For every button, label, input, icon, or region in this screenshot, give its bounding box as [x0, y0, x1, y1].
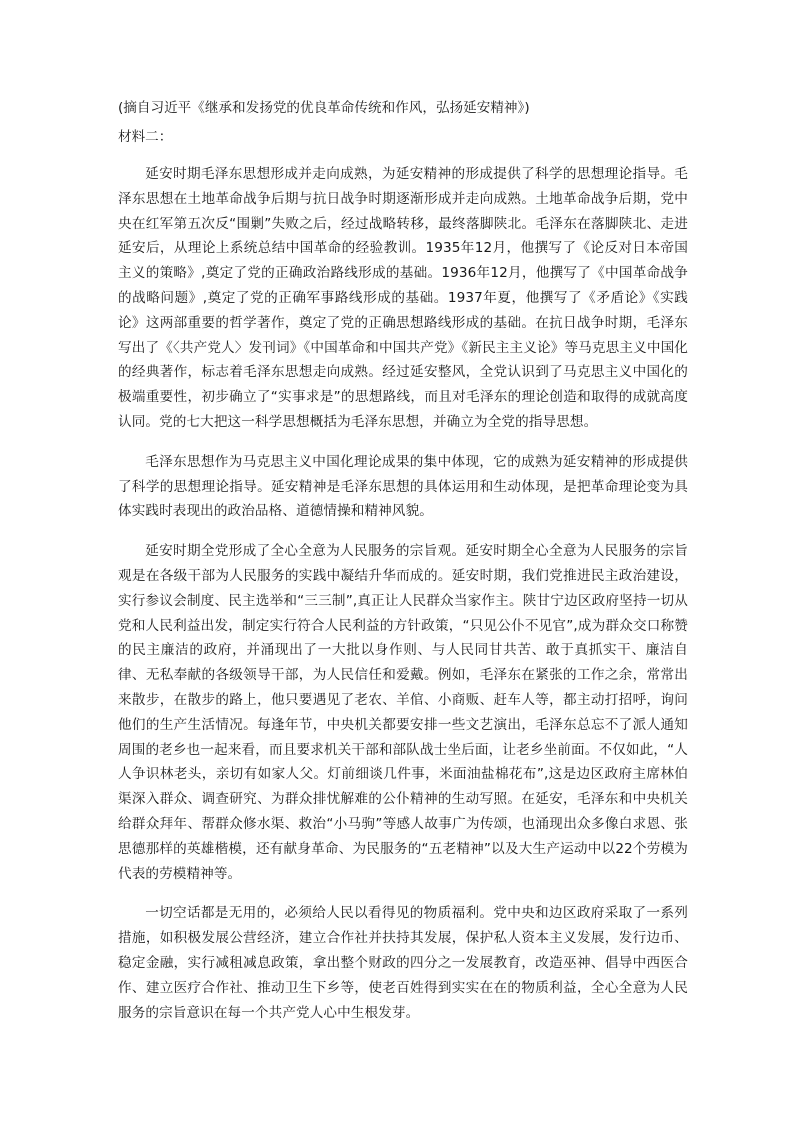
- paragraph: 延安时期全党形成了全心全意为人民服务的宗旨观。延安时期全心全意为人民服务的宗旨观是在各级干部为人民服务的实践中凝结升华而成的。延安时期，我们党推进民主政治建设，实行参议会制度、民主选举和“三三制”,真正让人民群众当家作主。陕甘宁边区政府坚持一切从党和人民利益出发，制定实行符合人民利益的方针政策，“只见公仆不见官”,成为群众交口称赞的民主廉洁的政府，并涌现出了一大批以身作则、与人民同甘共苦、敢于真抓实干、廉洁自律、无私奉献的各级领导干部，为人民信任和爱戴。例如，毛泽东在紧张的工作之余，常常出来散步，在散步的路上，他只要遇见了老农、羊倌、小商贩、赶车人等，都主动打招呼，询问他们的生产生活情况。每逢年节，中央机关都要安排一些文艺演出，毛泽东总忘不了派人通知周围的老乡也一起来看，而且要求机关干部和部队战士坐后面，让老乡坐前面。不仅如此，“人人争识林老头，亲切有如家人父。灯前细谈几件事，米面油盐棉花布”,这是边区政府主席林伯渠深入群众、调查研究、为群众排忧解难的公仆精神的生动写照。在延安，毛泽东和中央机关给群众拜年、帮群众修水渠、救治“小马驹”等感人故事广为传颂，也涌现出众多像白求恩、张思德那样的英雄楷模，还有献身革命、为民服务的“五老精神”以及大生产运动中以22个劳模为代表的劳模精神等。: [118, 543, 688, 882]
- paragraph: 一切空话都是无用的，必须给人民以看得见的物质福利。党中央和边区政府采取了一系列措施，如积极发展公营经济，建立合作社并扶持其发展，保护私人资本主义发展，发行边币、稳定金融，实行减租减息政策，拿出整个财政的四分之一发展教育，改造巫神、倡导中西医合作、建立医疗合作社、推动卫生下乡等，使老百姓得到实实在在的物质利益，全心全意为人民服务的宗旨意识在每一个共产党人心中生根发芽。: [118, 905, 688, 1021]
- paragraph: 毛泽东思想作为马克思主义中国化理论成果的集中体现，它的成熟为延安精神的形成提供了科学的思想理论指导。延安精神是毛泽东思想的具体运用和生动体现，是把革命理论变为具体实践时表现出的政治品格、道德情操和精神风貌。: [118, 453, 688, 520]
- source-citation: (摘自习近平《继承和发扬党的优良革命传统和作风，弘扬延安精神》): [118, 100, 530, 116]
- material-label: 材料二：: [118, 129, 173, 145]
- paragraph: 延安时期毛泽东思想形成并走向成熟，为延安精神的形成提供了科学的思想理论指导。毛泽东思想在土地革命战争后期与抗日战争时期逐渐形成并走向成熟。土地革命战争后期，党中央在红军第五次反“围剿”失败之后，经过战略转移，最终落脚陕北。毛泽东在落脚陕北、走进延安后，从理论上系统总结中国革命的经验教训。1935年12月，他撰写了《论反对日本帝国主义的策略》,奠定了党的正确政治路线形成的基础。1936年12月，他撰写了《中国革命战争的战略问题》,奠定了党的正确军事路线形成的基础。1937年夏，他撰写了《矛盾论》《实践论》这两部重要的哲学著作，奠定了党的正确思想路线形成的基础。在抗日战争时期，毛泽东写出了《〈共产党人〉发刊词》《中国革命和中国共产党》《新民主主义论》等马克思主义中国化的经典著作，标志着毛泽东思想走向成熟。经过延安整风，全党认识到了马克思主义中国化的极端重要性，初步确立了“实事求是”的思想路线，而且对毛泽东的理论创造和取得的成就高度认同。党的七大把这一科学思想概括为毛泽东思想，并确立为全党的指导思想。: [118, 166, 688, 430]
- document-page: [118, 92, 688, 1040]
